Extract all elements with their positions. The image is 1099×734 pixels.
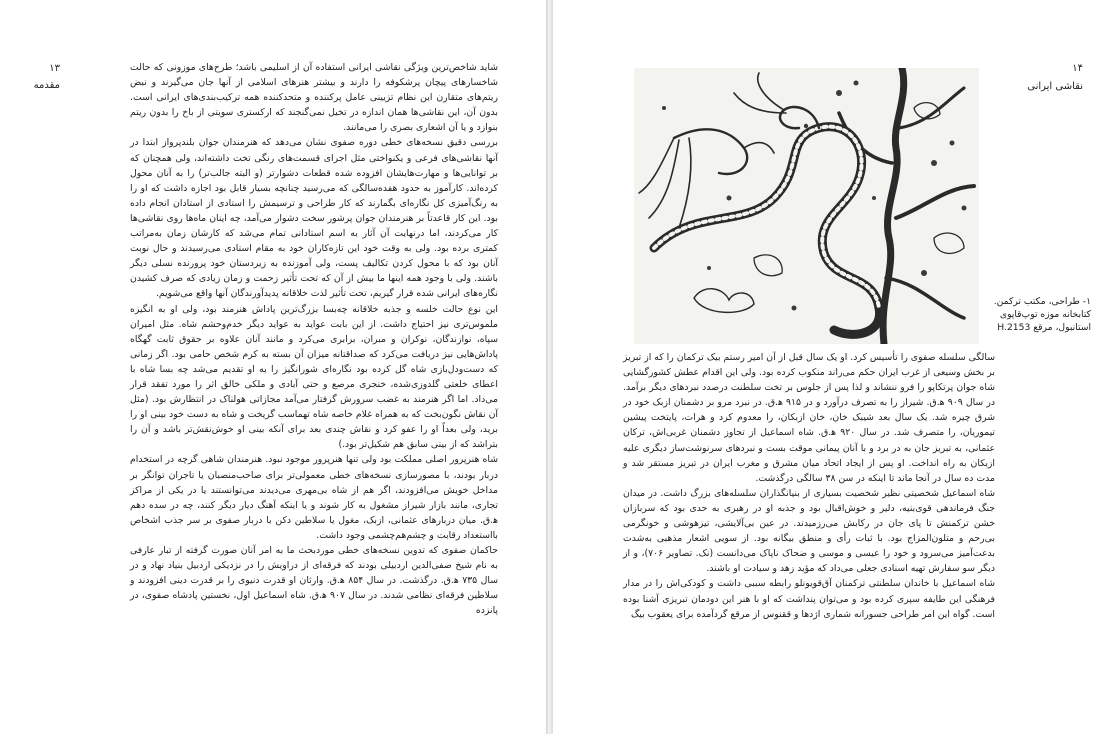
caption-line: کتابخانه موزه توپ‌قاپوی <box>999 309 1091 320</box>
running-head: مقدمه <box>33 80 60 91</box>
left-page <box>0 0 546 734</box>
paragraph: این نوع حالت خلسه و جذبه خلاقانه چه‌بسا بزرگ‌ترین پاداش هنرمند بود، ولی او به انگیزه ملموس‌تری نیز احتیاج داشت. از این بابت عواید به عواید دیگر خدم‌وحشم شاه. مثل امیران سپاه، نوازندگان، نوکران و مبران، برابری می‌کرد و مانند آنان علاوه بر حقوق ثابت گهگاه پاداش‌هایی نیز دریافت می‌کرد که صداقتانه میزان آن بسته به کرم شخص حامی بود. اگر زمانی که دست‌ودل‌بازی شاه گل کرده بود نگاره‌ای شورانگیز را به او تقدیم می‌شد چه بسا شاه با اعطای خلعتی گلدوزی‌شده، خنجری مرصع و حتی آبادی و ملکی خالق اثر را مورد تفقد قرار می‌داد. اما اگر هنرمند به غضب سرورش گرفتار می‌آمد مجازاتی هولناک در انتظارش بود. (مثل آن نقاش نگون‌بخت که به همراه غلام خاصه شاه تهماسب گریخت و شاه به دست خود بینی او را برید، ولی بعداً او را عفو کرد و نقاش چندی بعد برای آنکه بینی او خوش‌نقش‌تر باشد و آن را بتراشد که از بینی سابق هم شکیل‌تر بود.) <box>130 303 498 451</box>
book-gutter <box>546 0 553 734</box>
page-number: ۱۳ <box>49 63 60 74</box>
caption-line: ۱- طراحی، مکتب ترکمن. <box>993 296 1091 307</box>
right-page <box>553 0 1099 734</box>
figure-caption <box>973 295 1091 334</box>
ink-drawing-dragon-phoenix-image <box>634 68 979 344</box>
paragraph: شاه هنرپرور اصلی مملکت بود ولی تنها هنرپرور موجود نبود. هنرمندان شاهی گرچه در استخدام دربار بودند، با مصورسازی نسخه‌های خطی معمولی‌تر برای صاحب‌منصبان یا تاجران توانگر بر مداخل خویش می‌افزودند، اگر هم از شاه بی‌مهری می‌دیدند می‌توانستند یا در یکی از مراکز تجاری، مانند بازار شیراز مشغول به کار شوند و یا اینکه آهنگ دیار دیگر کنند، چه در سده دهم ه‍.ق. میان دربارهای عثمانی، ازبک، مغول یا سلاطین دکن با دربار صفوی بر سر جذب اشخاص بااستعداد رقابت و چشم‌هم‌چشمی وجود داشت. <box>130 454 498 541</box>
paragraph: شاه اسماعیل شخصیتی نظیر شخصیت بسیاری از بنیانگذاران سلسله‌های بزرگ داشت. در میدان جنگ فرماندهی قوی‌بنیه، دلیر و خوش‌اقبال بود و جذبه او در رهبری به حدی بود که سربازان خشن ترکمنش تا پای جان در رکابش می‌رزمیدند. در عین بی‌آلایشی، تیزهوشی و خونگرمی بی‌رحم و متلون‌المزاج بود. با ثبات رأی و منطق بیگانه بود. از سویی اشعار مذهبی به‌شدت بدعت‌آمیز می‌سرود و خود را عیسی و موسی و ضحاک ناپاک می‌دانست (نک. تصاویر ۷۰۶)، و از دیگر سو سفارش تهیه اسنادی جعلی می‌داد که مؤید زهد و سیادت او باشند. <box>623 487 995 575</box>
paragraph: سالگی سلسله صفوی را تأسیس کرد. او یک سال قبل از آن امیر رستم بیک ترکمان را که از تبریز بر بخش وسیعی از غرب ایران حکم می‌راند منکوب کرده بود. ولی این اقدام عطش کشورگشایی شاه جوان پرتکاپو را فرو ننشاند و لذا پس از جلوس بر تخت سلطنت درصدد نبردهای دیگر برآمد. در سال ۹۰۹ ه‍.ق. شیراز را به تصرف درآورد و در ۹۱۵ ه‍.ق. در نبرد مرو بر دشمنان ازبک خود در شرق چیره شد. یک سال بعد شیبک خان، خان ازبکان، را معدوم کرد و هرات، پایتخت پیشین تیموریان، را متصرف شد. در سال ۹۲۰ ه‍.ق. شاه اسماعیل از تجاوز دشمنان غربی‌اش، ترکان عثمانی، به تبریز جان به در برد و با آنان پیمانی موقت بست و نبردهای سرنوشت‌ساز دیگری علیه ازبکان به راه انداخت. او پس از ایجاد اتحاد میان مشرق و مغرب ایران در تبریز مستقر شد و مدت ده سال در آنجا ماند تا اینکه در سن ۳۸ سالگی درگذشت. <box>623 352 995 484</box>
running-head: نقاشی ایرانی <box>1027 81 1083 92</box>
body-text-column <box>130 60 498 618</box>
page-number: ۱۴ <box>1072 63 1083 74</box>
paragraph: حاکمان صفوی که تدوین نسخه‌های خطی موردبحث ما به امر آنان صورت گرفته از تبار عارفی به نام شیخ صفی‌الدین اردبیلی بودند که فرقه‌ای از دراویش را در نزدیکی اردبیل بنیاد نهاد و در سال ۷۳۵ ه‍.ق. درگذشت. در سال ۸۵۴ ه‍.ق. وارثان او قدرت دنیوی را بر قدرت دینی افزودند و سلاطین فرقه‌ای نظامی شدند. در سال ۹۰۷ ه‍.ق. شاه اسماعیل اول، نخستین پادشاه صفوی، در پانزده <box>130 545 498 617</box>
paragraph: شاید شاخص‌ترین ویژگی نقاشی ایرانی استفاده آن از اسلیمی باشد؛ طرح‌های موزونی که حالت شاخسارهای پیچان پرشکوفه را دارند و بیشتر هنرهای اسلامی از آنها جان می‌گیرند و نبض ریتم‌های متقارن این نظام تزیینی عامل پرکننده و متحدکننده همه ترکیب‌بندی‌های ایرانی است. بدون آن، این نقاشی‌ها همان اندازه در تخیل نمی‌گنجند که ارکستری سویتی از باخ را بدون ریتم بنوازد و یا آن اشعاری بصری را می‌مانند. <box>130 62 498 134</box>
dragon-phoenix-drawing <box>634 68 979 344</box>
paragraph: شاه اسماعیل با خاندان سلطنتی ترکمنان آق‌قویونلو رابطه سببی داشت و کودکی‌اش را در مدار فرهنگی این طایفه سپری کرده بود و می‌توان پنداشت که او با هنر این دودمان تبریزی آشنا بوده است. گواه این امر طراحی جسورانه شماری اژدها و ققنوس از مرقع گردآمده برای یعقوب بیگ <box>623 578 995 620</box>
paragraph: بررسی دقیق نسخه‌های خطی دوره صفوی نشان می‌دهد که هنرمندان جوان بلندپرواز ابتدا در آنها نقاشی‌های فرعی و یکنواختی مثل اجرای قسمت‌های رنگی تخت داشته‌اند، ولی همچنان که بر توانایی‌ها و مهارت‌هایشان افزوده شده قطعات دشوارتر (و البته جالب‌تر) را به آنان محول کرده‌اند. کارآموز به حدود هفده‌سالگی که می‌رسید چنانچه بسیار قابل بود اجازه داشت که او را به رنگ‌آمیزی کل نگاره‌ای بگمارند که کار طراحی و ترسیمش را استادی از استادان انجام داده بود. این کار قاعدتاً بر هنرمندان جوان پرشور سخت دشوار می‌آمد، چه اینان ماه‌ها روی نقاشی‌ها کار می‌کردند، اما درنهایت آن آثار به اسم استادانی تمام می‌شد که کارشان زمان به‌مراتب کمتری برده بود. ولی به وقت خود این تازه‌کاران خود به مقام استادی می‌رسیدند و حال نوبت آنان بود که با محول کردن تکالیف پست، ولی آموزنده به زیردستان خود پرورنده نسلی دیگر باشند. ولی با وجود همه اینها ما بیش از آن که تحت تأثیر زحمت و زمان زیادی که صرف کشیدن نگاره‌های ایرانی شده قرار گیریم، تحت تأثیر لذت خلاقانه پدیدآورندگان آنها واقع می‌شویم. <box>130 137 498 300</box>
caption-line: استانبول، مرقع H.2153 <box>997 322 1091 333</box>
body-text-column <box>623 350 995 622</box>
